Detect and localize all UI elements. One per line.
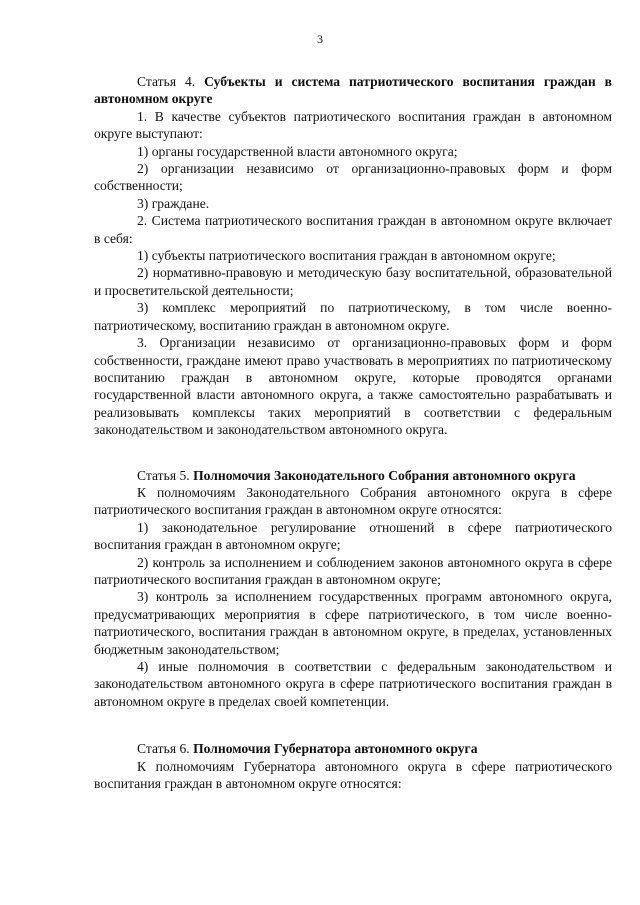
paragraph: 2) организации независимо от организационно-правовых форм и форм собственности;: [94, 161, 612, 194]
article-6: [94, 740, 612, 792]
paragraph: 3. Организации независимо от организационно-правовых форм и форм собственности, граждане имеют право участвовать в мероприятиях по патриотическому воспитанию граждан в автономном округе, которые проводятся органами государственной власти автономного округа, а также самостоятельно разрабатывать и реализовывать комплексы таких мероприятий в соответствии с федеральным законодательством и законодательством автономного округа.: [94, 335, 612, 438]
article-label: Статья 6.: [137, 741, 190, 757]
paragraph: К полномочиям Губернатора автономного округа в сфере патриотического воспитания граждан в автономном округе относятся:: [94, 758, 612, 792]
article-heading: [94, 740, 612, 757]
paragraph: 1) законодательное регулирование отношений в сфере патриотического воспитания граждан в автономном округе;: [94, 519, 612, 553]
paragraph: 1) органы государственной власти автономного округа;: [137, 143, 458, 159]
article-5: [94, 467, 612, 711]
article-heading: [94, 73, 612, 108]
article-title: Субъекты и система патриотического воспитания граждан в автономном округе: [94, 74, 612, 107]
document-body: [94, 73, 612, 792]
paragraph: 4) иные полномочия в соответствии с федеральным законодательством и законодательством автономного округа в сфере патриотического воспитания граждан в автономном округе в пределах своей компетенции.: [94, 659, 612, 709]
article-title: Полномочия Губернатора автономного округа: [193, 741, 478, 757]
article-label: Статья 5.: [137, 467, 190, 483]
paragraph: 2. Система патриотического воспитания граждан в автономном округе включает в себя:: [94, 213, 612, 246]
paragraph: К полномочиям Законодательного Собрания автономного округа в сфере патриотического воспитания граждан в автономном округе относятся:: [94, 484, 612, 518]
paragraph: 3) контроль за исполнением государственных программ автономного округа, предусматривающих мероприятия в сфере патриотического, в том числе военно-патриотического, воспитания граждан в автономном округе, в пределах, установленных бюджетным законодательством;: [94, 589, 612, 657]
article-heading: [94, 467, 612, 484]
page-number: 3: [317, 32, 323, 46]
article-title: Полномочия Законодательного Собрания автономного округа: [193, 467, 576, 483]
paragraph: 3) граждане.: [137, 195, 210, 211]
article-4: [94, 73, 612, 439]
paragraph: 1. В качестве субъектов патриотического воспитания граждан в автономном округе выступают:: [94, 108, 612, 142]
paragraph: 2) контроль за исполнением и соблюдением законов автономного округа в сфере патриотического воспитания граждан в автономном округе;: [94, 554, 612, 587]
paragraph: 1) субъекты патриотического воспитания граждан в автономном округе;: [137, 248, 556, 264]
paragraph: 2) нормативно-правовую и методическую базу воспитательной, образовательной и просветительской деятельности;: [94, 265, 612, 298]
paragraph: 3) комплекс мероприятий по патриотическому, в том числе военно-патриотическому, воспитанию граждан в автономном округе.: [94, 300, 612, 333]
article-label: Статья 4.: [137, 74, 196, 89]
